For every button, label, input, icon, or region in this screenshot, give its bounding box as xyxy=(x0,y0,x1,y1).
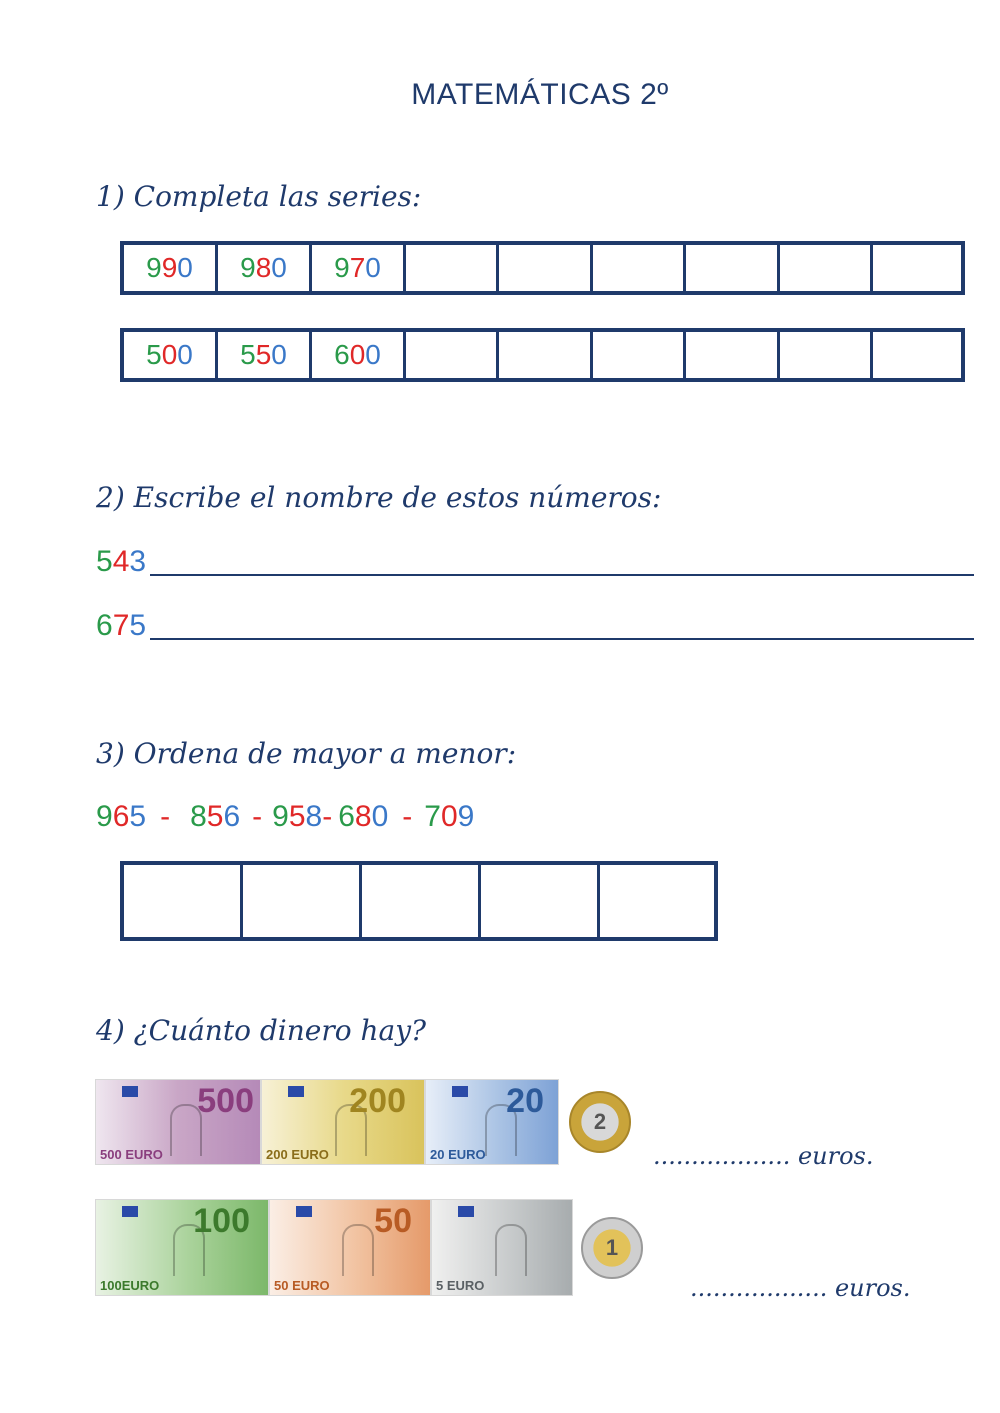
series-answer-cell[interactable] xyxy=(499,245,593,291)
window-icon xyxy=(342,1224,374,1276)
number-675: 675 xyxy=(96,609,147,642)
banknote-100: 100 100EURO xyxy=(95,1199,269,1296)
answer-line-543[interactable] xyxy=(150,574,974,576)
series-grid-2 xyxy=(120,328,965,382)
order-number: 709 xyxy=(424,800,475,833)
banknote-50: 50 50 EURO xyxy=(269,1199,431,1296)
money-row-2 xyxy=(95,1199,643,1296)
question-2-heading: 2) Escribe el nombre de estos números: xyxy=(96,481,662,514)
question-4-heading: 4) ¿Cuánto dinero hay? xyxy=(96,1014,427,1047)
series-cell: 9 8 0 xyxy=(218,245,312,291)
series-answer-cell[interactable] xyxy=(593,332,686,378)
order-answer-cell[interactable] xyxy=(124,865,243,937)
series-answer-cell[interactable] xyxy=(873,245,961,291)
order-number: 856 xyxy=(190,800,241,833)
order-number: 958 xyxy=(272,800,323,833)
series-answer-cell[interactable] xyxy=(406,332,499,378)
question-3-heading: 3) Ordena de mayor a menor: xyxy=(96,737,517,770)
answer-euros-1[interactable]: .................. euros. xyxy=(653,1142,874,1170)
eu-flag-icon xyxy=(122,1086,138,1097)
banknote-200: 200 200 EURO xyxy=(261,1079,425,1165)
eu-flag-icon xyxy=(288,1086,304,1097)
answer-euros-2[interactable]: .................. euros. xyxy=(690,1274,911,1302)
order-answer-cell[interactable] xyxy=(362,865,481,937)
separator: - xyxy=(322,800,333,833)
numbers-to-order xyxy=(96,800,474,834)
order-answer-cell[interactable] xyxy=(481,865,600,937)
series-cell: 9 7 0 xyxy=(312,245,406,291)
series-answer-cell[interactable] xyxy=(686,332,780,378)
eu-flag-icon xyxy=(122,1206,138,1217)
series-answer-cell[interactable] xyxy=(406,245,499,291)
question-1-heading: 1) Completa las series: xyxy=(96,180,422,213)
euro-coin-1-icon: 1 xyxy=(581,1217,643,1279)
series-answer-cell[interactable] xyxy=(686,245,780,291)
series-answer-cell[interactable] xyxy=(780,332,873,378)
series-grid-1 xyxy=(120,241,965,295)
banknote-500: 500 500 EURO xyxy=(95,1079,261,1165)
euro-coin-2-icon: 2 xyxy=(569,1091,631,1153)
separator: - xyxy=(252,800,263,833)
number-543: 543 xyxy=(96,545,147,578)
series-answer-cell[interactable] xyxy=(593,245,686,291)
series-cell: 9 9 0 xyxy=(124,245,218,291)
series-answer-cell[interactable] xyxy=(780,245,873,291)
eu-flag-icon xyxy=(458,1206,474,1217)
banknote-5: 5 EURO xyxy=(431,1199,573,1296)
series-answer-cell[interactable] xyxy=(873,332,961,378)
series-cell: 6 0 0 xyxy=(312,332,406,378)
banknote-20: 20 20 EURO xyxy=(425,1079,559,1165)
series-cell: 5 0 0 xyxy=(124,332,218,378)
answer-line-675[interactable] xyxy=(150,638,974,640)
order-grid xyxy=(120,861,718,941)
window-icon xyxy=(495,1224,527,1276)
separator: - xyxy=(160,800,171,833)
money-row-1 xyxy=(95,1079,631,1165)
page-title: MATEMÁTICAS 2º xyxy=(411,78,669,111)
eu-flag-icon xyxy=(452,1086,468,1097)
series-answer-cell[interactable] xyxy=(499,332,593,378)
order-answer-cell[interactable] xyxy=(600,865,714,937)
eu-flag-icon xyxy=(296,1206,312,1217)
order-number: 680 xyxy=(338,800,389,833)
separator: - xyxy=(402,800,413,833)
order-answer-cell[interactable] xyxy=(243,865,362,937)
series-cell: 5 5 0 xyxy=(218,332,312,378)
order-number: 965 xyxy=(96,800,147,833)
